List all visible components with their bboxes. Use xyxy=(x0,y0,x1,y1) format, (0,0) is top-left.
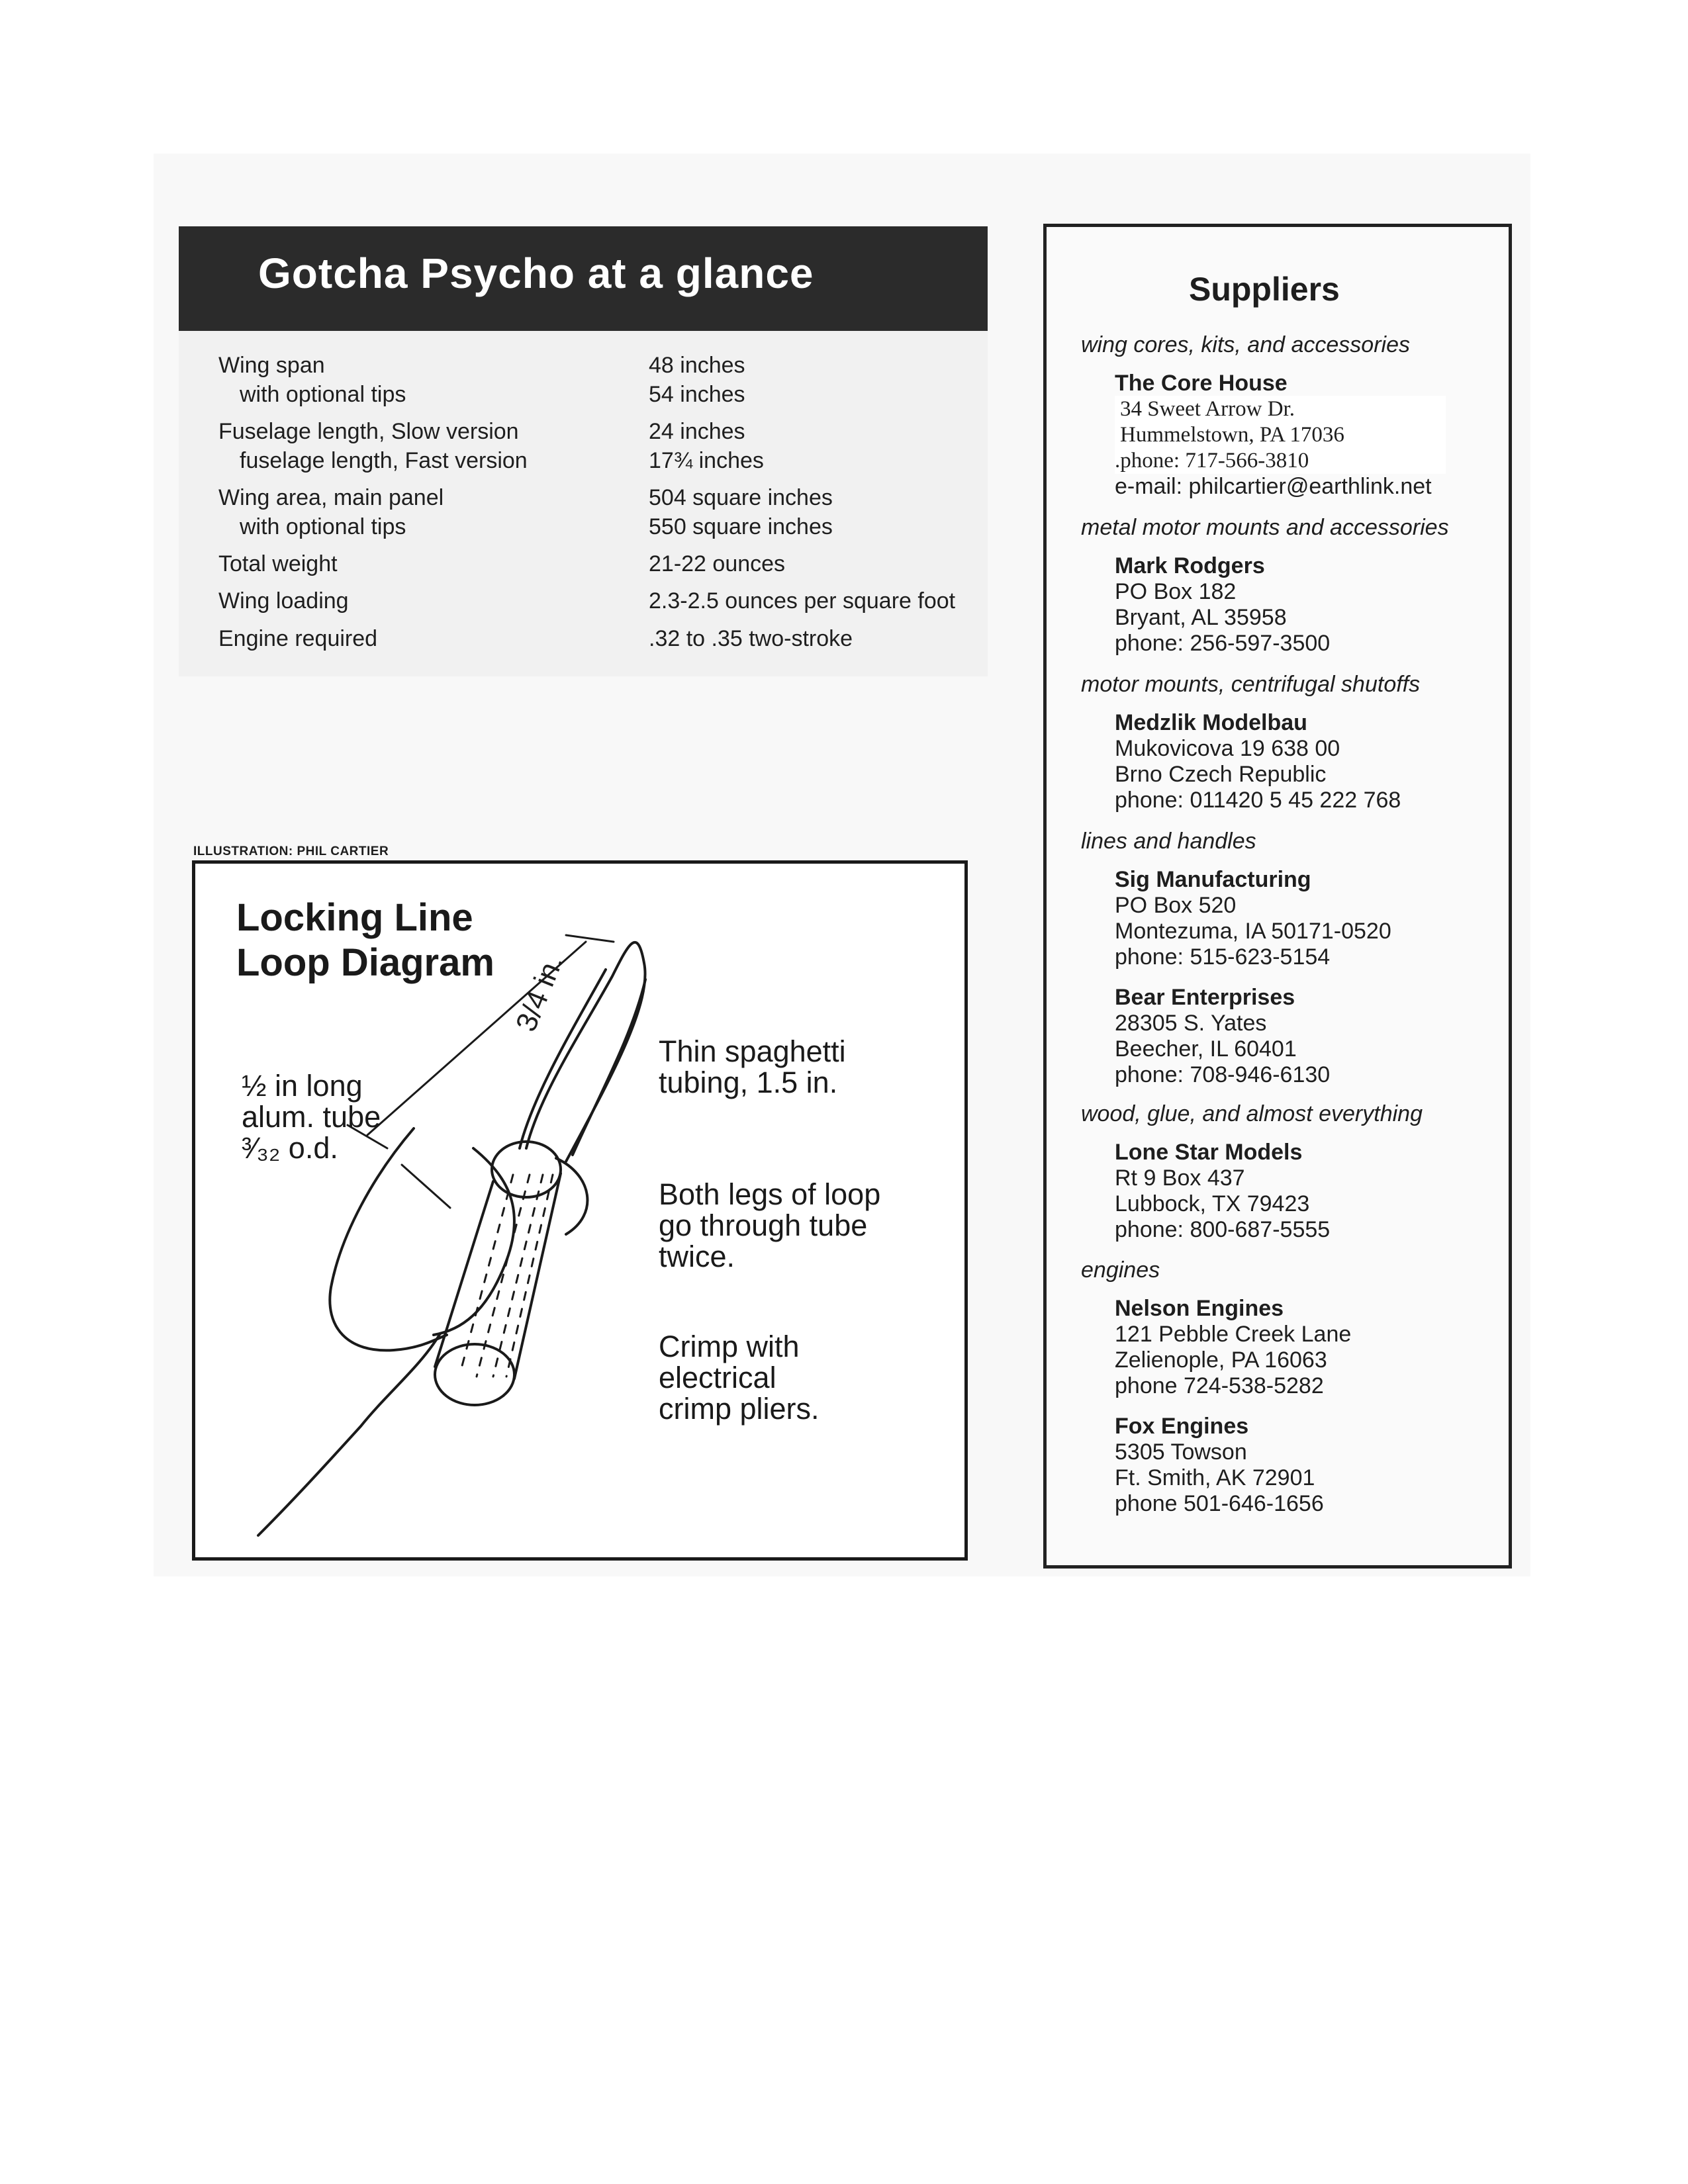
spec-value: .32 to .35 two-stroke xyxy=(649,626,853,651)
spec-label: with optional tips xyxy=(240,514,406,539)
supplier-category: wing cores, kits, and accessories xyxy=(1081,332,1410,357)
spec-label: with optional tips xyxy=(240,382,406,407)
spaghetti-tubing-label xyxy=(659,1036,846,1098)
label-line: tubing, 1.5 in. xyxy=(659,1066,838,1099)
label-line: Crimp with xyxy=(659,1330,800,1363)
spec-label: Total weight xyxy=(218,551,338,576)
label-line: Both legs of loop xyxy=(659,1177,881,1211)
supplier-category: motor mounts, centrifugal shutoffs xyxy=(1081,672,1421,697)
supplier-name: Nelson Engines xyxy=(1115,1296,1284,1321)
supplier-entry xyxy=(1115,710,1401,813)
supplier-address-line: Zelienople, PA 16063 xyxy=(1115,1347,1327,1373)
supplier-phone: phone: 256-597-3500 xyxy=(1115,631,1331,656)
supplier-address-line: 5305 Towson xyxy=(1115,1439,1247,1465)
spec-value: 54 inches xyxy=(649,382,745,407)
spec-label: Wing span xyxy=(218,353,325,378)
spec-label: Wing area, main panel xyxy=(218,485,444,510)
supplier-entry xyxy=(1115,1140,1330,1243)
supplier-address-line: Ft. Smith, AK 72901 xyxy=(1115,1465,1315,1490)
spec-value: 2.3-2.5 ounces per square foot xyxy=(649,588,956,614)
supplier-category: engines xyxy=(1081,1257,1160,1283)
locking-line-loop-diagram xyxy=(192,860,968,1561)
diagram-title-line: Loop Diagram xyxy=(236,941,494,984)
supplier-phone: phone: 800-687-5555 xyxy=(1115,1217,1331,1242)
supplier-phone: phone: 515-623-5154 xyxy=(1115,944,1331,970)
spec-label: Wing loading xyxy=(218,588,349,614)
supplier-address-line: Bryant, AL 35958 xyxy=(1115,605,1287,630)
supplier-address-line: 34 Sweet Arrow Dr. xyxy=(1120,397,1295,421)
spec-value: 550 square inches xyxy=(649,514,833,539)
supplier-address-line: Mukovicova 19 638 00 xyxy=(1115,736,1340,761)
supplier-phone: .phone: 717-566-3810 xyxy=(1115,449,1309,473)
label-line: ³⁄₃₂ o.d. xyxy=(242,1131,338,1165)
supplier-phone: phone: 011420 5 45 222 768 xyxy=(1115,788,1401,813)
supplier-address-line: Brno Czech Republic xyxy=(1115,762,1327,787)
supplier-category: wood, glue, and almost everything xyxy=(1081,1101,1423,1126)
dimension-tick xyxy=(566,935,614,942)
label-line: alum. tube xyxy=(242,1100,381,1134)
supplier-address-line: Hummelstown, PA 17036 xyxy=(1120,423,1344,447)
hand-outline xyxy=(258,1334,440,1535)
supplier-entry xyxy=(1115,1296,1351,1399)
supplier-entry xyxy=(1115,1414,1324,1517)
supplier-name: Lone Star Models xyxy=(1115,1140,1303,1165)
spec-value: 24 inches xyxy=(649,419,745,444)
supplier-name: Medzlik Modelbau xyxy=(1115,710,1307,735)
spec-value: 48 inches xyxy=(649,353,745,378)
label-line: ½ in long xyxy=(242,1069,363,1103)
supplier-address-line: Rt 9 Box 437 xyxy=(1115,1165,1245,1191)
spec-value: 17¾ inches xyxy=(649,448,764,473)
supplier-phone: phone: 708-946-6130 xyxy=(1115,1062,1331,1087)
supplier-address-line: Montezuma, IA 50171-0520 xyxy=(1115,919,1391,944)
supplier-name: The Core House xyxy=(1115,371,1288,396)
at-a-glance-title: Gotcha Psycho at a glance xyxy=(258,250,814,297)
supplier-entry xyxy=(1115,371,1432,500)
tube-bottom-opening xyxy=(435,1344,514,1405)
spec-value: 504 square inches xyxy=(649,485,833,510)
loop-legs-label xyxy=(659,1179,880,1272)
supplier-name: Mark Rodgers xyxy=(1115,553,1265,578)
supplier-address-line: 28305 S. Yates xyxy=(1115,1011,1267,1036)
supplier-address-line: Beecher, IL 60401 xyxy=(1115,1036,1297,1062)
supplier-category: lines and handles xyxy=(1081,829,1256,854)
supplier-address-line: 121 Pebble Creek Lane xyxy=(1115,1322,1352,1347)
tube-top-opening xyxy=(492,1142,561,1197)
supplier-entry xyxy=(1115,867,1391,970)
label-line: Thin spaghetti xyxy=(659,1034,846,1068)
supplier-phone: phone 501-646-1656 xyxy=(1115,1491,1324,1516)
supplier-address-line: PO Box 520 xyxy=(1115,893,1237,918)
suppliers-title: Suppliers xyxy=(1189,271,1340,308)
at-a-glance-header xyxy=(179,226,988,331)
leader-line xyxy=(402,1165,450,1208)
diagram-title xyxy=(236,895,494,985)
supplier-phone: phone 724-538-5282 xyxy=(1115,1373,1324,1398)
supplier-address-line: Lubbock, TX 79423 xyxy=(1115,1191,1310,1216)
supplier-name: Bear Enterprises xyxy=(1115,985,1295,1010)
illustration-credit: ILLUSTRATION: PHIL CARTIER xyxy=(193,844,389,858)
label-line: twice. xyxy=(659,1240,735,1273)
supplier-entry xyxy=(1115,553,1330,657)
supplier-name: Sig Manufacturing xyxy=(1115,867,1311,892)
spec-label: fuselage length, Fast version xyxy=(240,448,528,473)
supplier-name: Fox Engines xyxy=(1115,1414,1249,1439)
spec-label: Fuselage length, Slow version xyxy=(218,419,519,444)
supplier-email: e-mail: philcartier@earthlink.net xyxy=(1115,474,1432,499)
loop-measurement-label: 3/4 in. xyxy=(510,950,570,1036)
spec-value: 21-22 ounces xyxy=(649,551,786,576)
wire-loop xyxy=(573,979,645,1155)
crimp-label xyxy=(659,1331,820,1424)
supplier-category: metal motor mounts and accessories xyxy=(1081,515,1449,540)
label-line: go through tube xyxy=(659,1208,868,1242)
spec-label: Engine required xyxy=(218,626,378,651)
tube-side xyxy=(435,1181,493,1367)
label-line: crimp pliers. xyxy=(659,1392,820,1426)
label-line: electrical xyxy=(659,1361,776,1394)
diagram-title-line: Locking Line xyxy=(236,896,473,939)
tube-side xyxy=(514,1173,561,1379)
tube-label xyxy=(242,1070,381,1163)
supplier-address-line: PO Box 182 xyxy=(1115,579,1237,604)
supplier-entry xyxy=(1115,985,1330,1088)
